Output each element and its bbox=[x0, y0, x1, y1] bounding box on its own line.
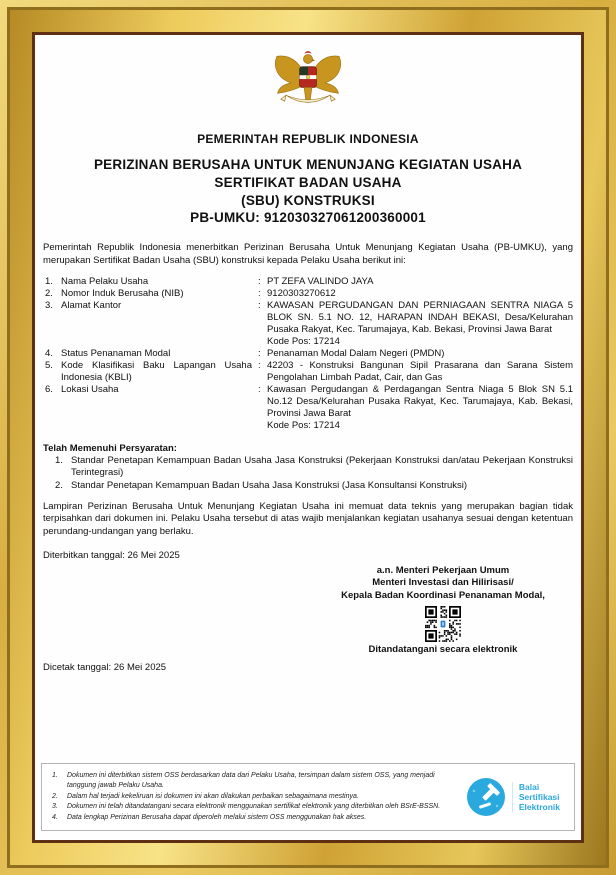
footer-note-row bbox=[52, 813, 456, 824]
colon-separator: : bbox=[258, 287, 261, 299]
colon-separator: : bbox=[258, 383, 261, 395]
colon-separator: : bbox=[258, 275, 261, 287]
colon-separator: : bbox=[258, 347, 261, 359]
detail-row bbox=[43, 384, 573, 432]
detail-value: Penanaman Modal Dalam Negeri (PMDN) bbox=[267, 347, 445, 359]
garuda-pancasila-emblem-icon bbox=[268, 46, 348, 116]
intro-paragraph: Pemerintah Republik Indonesia menerbitkan Perizinan Berusaha Untuk Menunjang Kegiatan Usaha (PB-UMKU), yang merupakan Sertifikat Badan Usaha (SBU) konstruksi kepada Pelaku Usaha berikut ini: bbox=[43, 242, 573, 266]
title-line-2: SERTIFIKAT BADAN USAHA bbox=[214, 174, 402, 190]
requirements-heading: Telah Memenuhi Persyaratan: bbox=[43, 442, 177, 454]
gold-frame-main bbox=[10, 10, 606, 865]
footer-note-text: Data lengkap Perizinan Berusaha dapat diperoleh melalui sistem OSS menggunakan hak akses. bbox=[67, 813, 367, 821]
detail-row bbox=[43, 288, 573, 300]
detail-value bbox=[267, 300, 573, 348]
footer-notes-box bbox=[41, 763, 575, 832]
footer-note-number: 2. bbox=[52, 792, 58, 800]
requirement-number: 2. bbox=[55, 479, 63, 491]
detail-label: Lokasi Usaha bbox=[61, 383, 119, 395]
government-title: PEMERINTAH REPUBLIK INDONESIA bbox=[197, 132, 419, 146]
requirements-section bbox=[43, 443, 573, 492]
detail-value: 42203 - Konstruksi Bangunan Sipil Prasarana dan Sarana Sistem Pengolahan Limbah Padat, Cair, dan Gas bbox=[267, 359, 573, 383]
bsre-logo bbox=[466, 775, 566, 819]
qr-code bbox=[425, 606, 461, 642]
requirement-text: Standar Penetapan Kemampuan Badan Usaha Jasa Konstruksi (Jasa Konsultansi Konstruksi) bbox=[71, 479, 468, 491]
requirement-row bbox=[43, 455, 573, 480]
footer-note-text: Dokumen ini diterbitkan sistem OSS berdasarkan data dari Pelaku Usaha, tersimpan dalam sistem OSS, yang menjadi tanggung jawab Pelaku Usaha. bbox=[67, 771, 435, 789]
detail-value-text: Kawasan Pergudangan & Perdagangan Sentra Niaga 5 Blok SN 5.1 No.12 Desa/Kelurahan Pusaka Rakyat, Kec. Tarumajaya, Kab. Bekasi, Provinsi Jawa Barat bbox=[267, 383, 573, 419]
footer-note-number: 1. bbox=[52, 771, 58, 779]
requirement-text: Standar Penetapan Kemampuan Badan Usaha Jasa Konstruksi (Pekerjaan Konstruksi dan/atau Pekerjaan Konstruksi Terintegrasi) bbox=[71, 454, 573, 479]
signature-line-1: a.n. Menteri Pekerjaan Umum bbox=[376, 564, 510, 576]
detail-number: 6. bbox=[45, 383, 53, 395]
bsre-logo-line-1: Balai bbox=[518, 781, 540, 792]
bsre-logo-text bbox=[512, 782, 560, 812]
detail-row bbox=[43, 276, 573, 288]
signature-note: Ditandatangani secara elektronik bbox=[368, 643, 518, 655]
gold-frame-band bbox=[7, 7, 609, 868]
detail-value-postal: Kode Pos: 17214 bbox=[267, 335, 340, 347]
detail-row bbox=[43, 360, 573, 384]
detail-value bbox=[267, 384, 573, 432]
closing-paragraph: Lampiran Perizinan Berusaha Untuk Menunjang Kegiatan Usaha ini memuat data teknis yang merupakan bagian tidak terpisahkan dari dokumen ini. Pelaku Usaha tersebut di atas wajib menjalankan kegiatan usahanya sesuai dengan ketentuan perundang-undangan yang berlaku. bbox=[43, 500, 573, 537]
detail-number: 5. bbox=[45, 359, 53, 371]
details-list bbox=[43, 276, 573, 432]
footer-note-number: 3. bbox=[52, 803, 58, 810]
footer-note-row bbox=[52, 771, 456, 792]
bsre-globe-icon bbox=[466, 777, 506, 817]
requirement-row bbox=[43, 480, 573, 492]
detail-value: PT ZEFA VALINDO JAYA bbox=[267, 275, 374, 287]
footer-note-text: Dalam hal terjadi kekeliruan isi dokumen ini akan dilakukan perbaikan sebagaimana mestinya. bbox=[67, 792, 359, 800]
issued-date: Diterbitkan tanggal: 26 Mei 2025 bbox=[43, 549, 180, 561]
footer-notes bbox=[52, 771, 456, 824]
detail-value: 9120303270612 bbox=[267, 287, 336, 299]
signature-line-2: Menteri Investasi dan Hilirisasi/ bbox=[372, 577, 514, 589]
title-line-pbumku: PB-UMKU: 912030327061200360001 bbox=[190, 210, 426, 226]
requirement-number: 1. bbox=[55, 454, 63, 466]
detail-row bbox=[43, 300, 573, 348]
detail-label: Kode Klasifikasi Baku Lapangan Usaha Indonesia (KBLI) bbox=[61, 359, 252, 383]
footer-note-text: Dokumen ini telah ditandatangani secara elektronik menggunakan sertifikat elektronik yang diterbitkan oleh BSrE-BSSN. bbox=[67, 803, 441, 810]
title-line-3: (SBU) KONSTRUKSI bbox=[241, 192, 375, 208]
title-line-1: PERIZINAN BERUSAHA UNTUK MENUNJANG KEGIATAN USAHA bbox=[93, 157, 523, 172]
certificate-title bbox=[43, 156, 573, 227]
detail-value-text: KAWASAN PERGUDANGAN DAN PERNIAGAAN SENTRA NIAGA 5 BLOK SN. 5.1 NO. 12, HARAPAN INDAH BEKASI, Desa/Kelurahan Pusaka Rakyat, Kec. Tarumajaya, Kab. Bekasi, Provinsi Jawa Barat bbox=[267, 299, 573, 335]
footer-note-number: 4. bbox=[52, 813, 58, 821]
gold-frame-inner-edge bbox=[32, 32, 584, 843]
detail-label: Nama Pelaku Usaha bbox=[61, 275, 149, 287]
detail-number: 2. bbox=[45, 287, 53, 299]
detail-label: Status Penanaman Modal bbox=[61, 347, 171, 359]
detail-number: 4. bbox=[45, 347, 53, 359]
printed-date: Dicetak tanggal: 26 Mei 2025 bbox=[43, 662, 167, 674]
detail-label: Nomor Induk Berusaha (NIB) bbox=[61, 287, 184, 299]
signature-block bbox=[327, 565, 559, 656]
colon-separator: : bbox=[258, 299, 261, 311]
detail-row bbox=[43, 348, 573, 360]
footer-note-row bbox=[52, 802, 456, 813]
bsre-logo-line-2: Sertifikasi bbox=[518, 791, 560, 802]
detail-number: 3. bbox=[45, 299, 53, 311]
document-page bbox=[35, 35, 581, 840]
colon-separator: : bbox=[258, 359, 261, 371]
bsre-logo-line-3: Elektronik bbox=[518, 801, 560, 812]
detail-number: 1. bbox=[45, 275, 53, 287]
signature-line-3: Kepala Badan Koordinasi Penanaman Modal, bbox=[341, 590, 545, 601]
footer-note-row bbox=[52, 792, 456, 803]
detail-label: Alamat Kantor bbox=[61, 299, 122, 311]
detail-value-postal: Kode Pos: 17214 bbox=[267, 419, 340, 431]
